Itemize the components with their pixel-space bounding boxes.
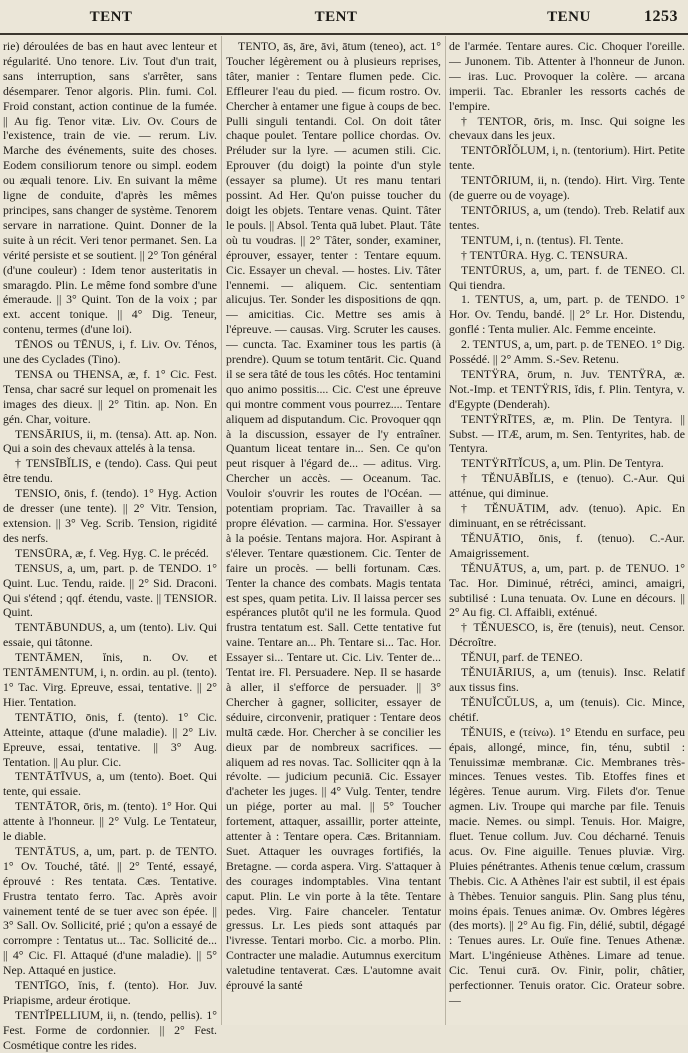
dictionary-entry: TĔNUĬCŬLUS, a, um (tenuis). Cic. Mince, chétif. — [449, 694, 685, 724]
column-separator — [221, 36, 222, 1025]
dictionary-entry: TENTĀMEN, ĭnis, n. Ov. et TENTĀMENTUM, i, n. ordin. au pl. (tento). 1° Tac. Virg. Epreuve, essai, tentative. || 2° Hier. Tentation. — [3, 650, 217, 709]
dictionary-entry: TENTŌRIUS, a, um (tendo). Treb. Relatif aux tentes. — [449, 202, 685, 232]
dictionary-entry: TĔNUIS, e (τείνω). 1° Etendu en surface, peu épais, allongé, mince, fin, ténu, subtil : Tenuissimæ membranæ. Cic. Membranes très-minces. Tenues vestes. Tib. Etoffes fines et légères. Tenue aurum. Virg. Filets d'or. Tenue agmen. Liv. Troupe qui marche par file. Tenuis macie. Nemes. ou simpl. Tenuis. Hor. Maigre, fluet. Tenue collum. Juv. Cou décharné. Tenuis acus. Ov. Fine aiguille. Tenues pluviæ. Virg. Pluies pénétrantes. Athenis tenue cœlum, crassum Thebis. Cic. A Athènes l'air est subtil, il est épais à Thèbes. Tenuior sanguis. Plin. Sang plus ténu, moins épais. Tenues animæ. Ov. Ombres légères (des morts). || 2° Au fig. Fin, délié, subtil, dégagé : Tenues aures. Lr. Ouïe fine. Tenues Athenæ. Mart. L'ingénieuse Athènes. Limare ad tenue. Cic. Tenui curā. Ov. Finir, polir, châtier, perfectionner. Tenuis orator. Cic. Orateur sobre. — — [449, 724, 685, 1007]
dictionary-entry: TĔNUĀTUS, a, um, part. p. de TENUO. 1° Tac. Hor. Diminué, rétréci, aminci, amaigri, subtilisé : Luna tenuata. Ov. Lune en décours. || 2° Au fig. Cl. Affaibli, exténué. — [449, 560, 685, 620]
dictionary-entry: TENTŸRĪTĬCUS, a, um. Plin. De Tentyra. — [461, 456, 664, 471]
dictionary-entry: TĔNUI, parf. de TENEO. — [461, 650, 583, 665]
dictionary-entry: TENTŸRĪTES, æ, m. Plin. De Tentyra. || Subst. — ITÆ, arum, m. Sen. Tentyrites, hab. de Tentyra. — [449, 411, 685, 456]
dictionary-entry: TĒNOS ou TĒNUS, i, f. Liv. Ov. Ténos, une des Cyclades (Tino). — [3, 337, 217, 367]
dictionary-entry: † TENTOR, ōris, m. Insc. Qui soigne les chevaux dans les jeux. — [449, 113, 685, 143]
column-3 — [449, 39, 685, 1024]
dictionary-entry: TENTĀTUS, a, um, part. p. de TENTO. 1° Ov. Touché, tâté. || 2° Tenté, essayé, éprouvé : Res tentata. Cæs. Tentative. Frustra tentato ferro. Tac. Après avoir vainement tenté de se tuer avec son épée. || 3° Sall. Ov. Sollicité, prié ; qu'on a essayé de corrompre : Tentatus ut... Tac. Sollicité de... || 4° Cic. Fl. Attaqué (d'une maladie). || 5° Nep. Attaqué en justice. — [3, 843, 217, 978]
column-1 — [3, 39, 217, 1052]
dictionary-entry: TĔNUĀTIO, ōnis, f. (tenuo). C.-Aur. Amaigrissement. — [449, 530, 685, 560]
dictionary-entry: 2. TENTUS, a, um, part. p. de TENEO. 1° Dig. Possédé. || 2° Amm. S.-Sev. Retenu. — [449, 337, 685, 367]
dictionary-entry: TENTĀTĪVUS, a, um (tento). Boet. Qui tente, qui essaie. — [3, 769, 217, 799]
column-separator — [445, 36, 446, 1025]
dictionary-entry: TENTŪRUS, a, um, part. f. de TENEO. Cl. Qui tiendra. — [449, 262, 685, 292]
dictionary-entry: 1. TENTUS, a, um, part. p. de TENDO. 1° Hor. Ov. Tendu, bandé. || 2° Lr. Hor. Distendu, gonflé : Tenta mulier. Alc. Femme enceinte. — [449, 292, 685, 337]
dictionary-entry: TENSUS, a, um, part. p. de TENDO. 1° Quint. Luc. Tendu, raide. || 2° Sid. Draconi. Qui s'étend ; qqf. étendu, vaste. || TENSIOR. Quint. — [3, 560, 217, 620]
dictionary-entry: † TENSĪBĬLIS, e (tendo). Cass. Qui peut être tendu. — [3, 456, 217, 486]
dictionary-entry: † TENTŪRA. Hyg. C. TENSURA. — [461, 247, 628, 262]
right-running-head: TENU — [547, 8, 591, 25]
column-2 — [226, 39, 441, 1024]
dictionary-entry: rie) déroulées de bas en haut avec lenteur et régularité. Uno tenore. Liv. Tout d'un trait, sans interruption, sans s'arrêter, sans désemparer. Tenor algoris. Plin. fumi. Col. Froid constant, action continue de la fumée. || Au fig. Tenor vitæ. Liv. Ov. Cours de l'existence, train de vie. — rerum. Liv. Marche des événements, suite des choses. Eodem consiliorum tenore ou simpl. eodem ou æquali tenore. Liv. En suivant la même ligne de conduite, d'après les mêmes principes, sans changer de système. Tenorem servare in narratione. Quint. Donner de la suite à un récit. Veri tenor permanet. Sen. La vérité persiste et se soutient. || 2° Ton général (d'une couleur) : Idem tenor austeritatis in smaragdo. Plin. Le même fond sombre d'une émeraude. || 3° Quint. Ton de la voix ; par ext. accent tonique. || 4° Dig. Teneur, contenu, termes (d'une loi). — [3, 39, 217, 337]
dictionary-entry: TENTĪGO, ĭnis, f. (tento). Hor. Juv. Priapisme, ardeur érotique. — [3, 978, 217, 1007]
dictionary-entry: † TĔNUESCO, is, ĕre (tenuis), neut. Censor. Décroître. — [449, 620, 685, 650]
dictionary-entry: TĔNUIĀRIUS, a, um (tenuis). Insc. Relatif aux tissus fins. — [449, 665, 685, 694]
header-rule — [0, 33, 688, 35]
page-number: 1253 — [644, 8, 678, 25]
center-running-head: TENT — [314, 8, 358, 25]
dictionary-entry: † TĔNUĀTIM, adv. (tenuo). Apic. En diminuant, en se rétrécissant. — [449, 501, 685, 530]
dictionary-entry: TENTĀTIO, ōnis, f. (tento). 1° Cic. Atteinte, attaque (d'une maladie). || 2° Liv. Epreuve, essai, tentative. || 3° Aug. Tentation. || Au plur. Cic. — [3, 709, 217, 769]
dictionary-entry: de l'armée. Tentare aures. Cic. Choquer l'oreille. — Junonem. Tib. Attenter à l'honneur de Junon. — iras. Luc. Provoquer la colère. — arcana imperii. Tac. Ebranler les ressorts cachés de l'empire. — [449, 39, 685, 113]
dictionary-entry: † TĔNUĀBĬLIS, e (tenuo). C.-Aur. Qui atténue, qui diminue. — [449, 471, 685, 501]
dictionary-entry: TENTŌRIUM, ii, n. (tendo). Hirt. Virg. Tente (de guerre ou de voyage). — [449, 173, 685, 203]
dictionary-entry: TENSĀRIUS, ii, m. (tensa). Att. ap. Non. Qui a soin des chevaux attelés à la tensa. — [3, 426, 217, 456]
dictionary-entry: TENTĬPELLIUM, ii, n. (tendo, pellis). 1° Fest. Forme de cordonnier. || 2° Fest. Cosmétique contre les rides. — [3, 1007, 217, 1052]
page-header — [0, 0, 688, 34]
dictionary-entry: TENTŸRA, ōrum, n. Juv. TENTŸRA, æ. Not.-Imp. et TENTŸRIS, ĭdis, f. Plin. Tentyra, v. d'Egypte (Denderah). — [449, 366, 685, 411]
dictionary-entry: TENTŌRĬŎLUM, i, n. (tentorium). Hirt. Petite tente. — [449, 143, 685, 173]
dictionary-entry: TENSŪRA, æ, f. Veg. Hyg. C. le précéd. — [15, 545, 209, 560]
dictionary-entry: TENSA ou THENSA, æ, f. 1° Cic. Fest. Tensa, char sacré sur lequel on promenait les images des dieux. || 2° Titin. ap. Non. En gén. Char, voiture. — [3, 366, 217, 426]
dictionary-entry: TENTUM, i, n. (tentus). Fl. Tente. — [461, 232, 624, 247]
dictionary-entry: TENTĀBUNDUS, a, um (tento). Liv. Qui essaie, qui tâtonne. — [3, 620, 217, 650]
dictionary-entry: TENTO, ās, āre, āvi, ātum (teneo), act. 1° Toucher légèrement ou à plusieurs reprises, tâter, manier : Tentare flumen pede. Cic. Effleurer l'eau du pied. — ficum rostro. Ov. Chercher à entamer une figue à coups de bec. Pulli singuli tentandi. Col. On doit tâter chaque poulet. Tentare pollice chordas. Ov. Préluder sur la lyre. — acumen stili. Cic. Eprouver (du doigt) la pointe d'un style (essayer sa plume). Ut res manu tentari possint. Ad Her. Qu'on puisse toucher du doigt les objets. Tentare venas. Quint. Tâter le pouls. || Absol. Tenta quā lubet. Plaut. Tâte où tu voudras. || 2° Tâter, sonder, examiner, éprouver, essayer, tenter : Tentare equum. Cic. Essayer un cheval. — hostes. Liv. Tâter l'ennemi. — aliquem. Cic. sententiam alicujus. Ter. Sonder les dispositions de qqn. — amicitias. Cic. Mettre ses amis à l'épreuve. — causas. Virg. Scruter les causes. — cuncta. Tac. Examiner tous les partis (à prendre). Quum se totum tentārit. Cic. Quand il se sera tâté de tous les côtés. Hoc tentamini quo animo possitis.... Cic. C'est une épreuve qui montre comment vous pourrez.... Tentare aliquem ad disputandum. Cic. Provoquer qqn à la discussion, essayer de l'y entraîner. Quantum liceat tentare in... Sen. Ce qu'on peut risquer à l'égard de... — aditus. Virg. Chercher un accès. — Oceanum. Tac. Vouloir s'ouvrir les routes de l'Océan. — potentiam propriam. Tac. Travailler à sa propre élévation. — carmina. Hor. S'essayer à la poésie. Tentans majora. Hor. Aspirant à s'élever. Tentare quæstionem. Cic. Tenter de faire un procès. — belli fortunam. Cæs. Tenter la chance des combats. Magis tentata est spes, quam petita. Liv. Il laissa percer ses espérances plutôt qu'il ne les formula. Quod frustra tentatum est. Sall. Cette tentative fut vaine. Tentare an... Ph. Tentare si... Tac. Hor. Essayer si... Tentare ut. Cic. Liv. Tenter de... Tentat ire. Fl. Persuadere. Nep. Il se hasarde à aller, il s'efforce de persuader. || 3° Chercher à gagner, solliciter, essayer de séduire, circonvenir, pratiquer : Tentare deos multā cæde. Hor. Chercher à se concilier les dieux par de nombreux sacrifices. — aliquem ad res novas. Tac. Solliciter qqn à la révolte. — judicium pecuniā. Cic. Essayer d'acheter les juges. || 4° Vulg. Tenter, tendre un piége, porter au mal. || 5° Toucher fortement, attaquer, assaillir, porter atteinte, attenter à : Tentare opera. Cæs. Britanniam. Suet. Attaquer les ouvrages fortifiés, la Bretagne. — corda aspera. Virg. S'attaquer à des courages indomptables. Vina tentant caput. Plin. Le vin porte à la tête. Tentare pedes. Virg. Faire chanceler. Tentatur gressus. Lr. Les pieds sont attaqués par l'ivresse. Tentari morbo. Cic. a morbo. Plin. Contracter une maladie. Autumnus exercitum valetudine tentaverat. Cæs. L'automne avait éprouvé la santé — [226, 39, 441, 993]
dictionary-entry: TENTĀTOR, ōris, m. (tento). 1° Hor. Qui attente à l'honneur. || 2° Vulg. Le Tentateur, le diable. — [3, 799, 217, 844]
left-running-head: TENT — [89, 8, 133, 25]
dictionary-entry: TENSIO, ōnis, f. (tendo). 1° Hyg. Action de dresser (une tente). || 2° Vitr. Tension, extension. || 3° Veg. Scrib. Tension, rigidité des nerfs. — [3, 486, 217, 545]
